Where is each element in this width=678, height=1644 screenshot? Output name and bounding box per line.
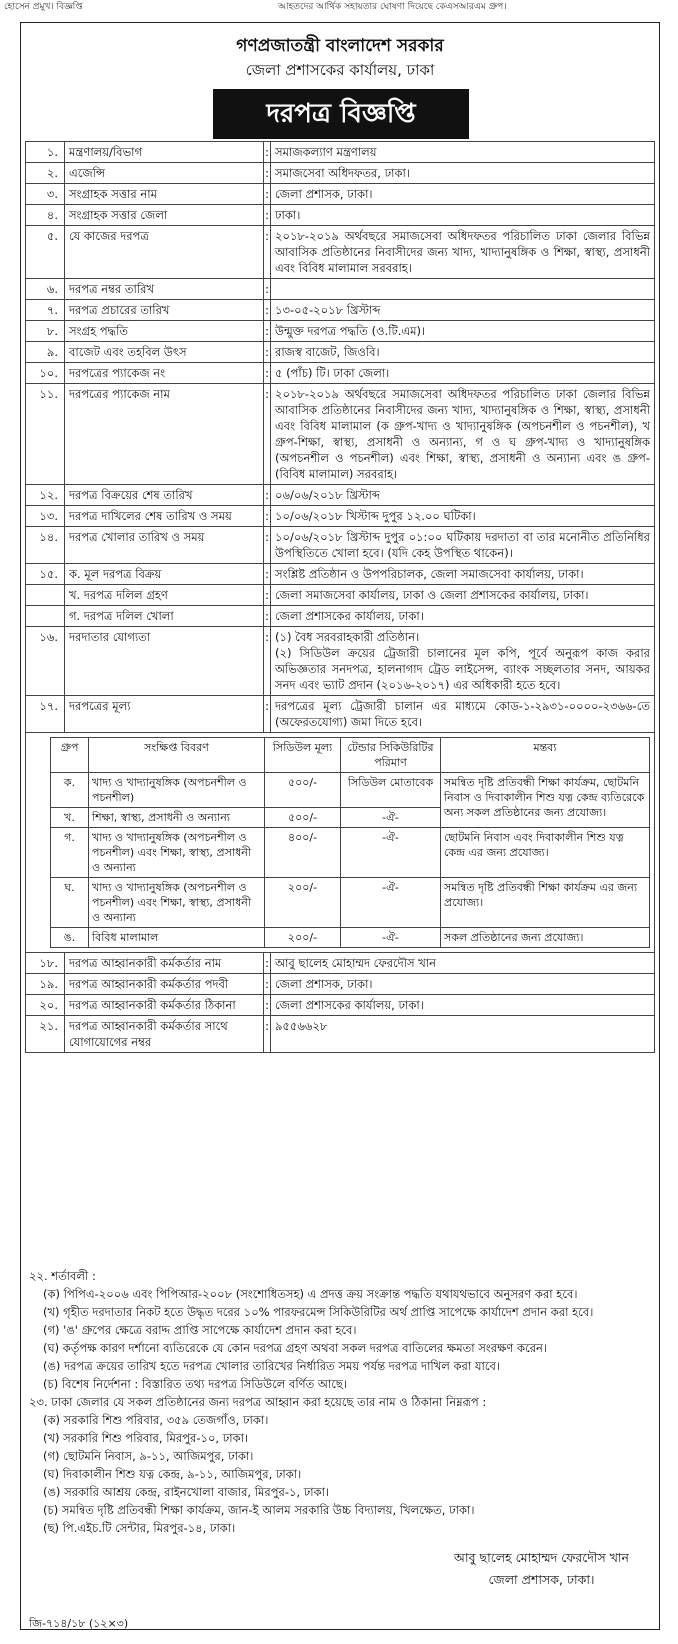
table-row	[26, 342, 655, 363]
cell-desc: শিক্ষা, স্বাস্থ্য, প্রসাধনী ও অন্যান্য	[89, 808, 265, 828]
row-label: সংগ্রাহক সত্তার নাম	[65, 184, 264, 205]
row-value-line: (২) সিডিউল ক্রয়ের ট্রেজারী চালানের মূল কপি, পূর্বে অনুরূপ কাজ করার অভিজ্ঞতার সনদপত্র, হালনাগাদ ট্রেড লাইসেন্স, ব্যাংক সচ্ছলতার সনদ, আয়কর সনদ এবং ভ্যাট প্রদান (২০১৬-২০১৭) এর অধিকারী হতে হবে।	[275, 646, 650, 692]
table-row	[51, 828, 650, 878]
row-number: ১৯.	[26, 974, 65, 995]
list-item: (ঙ) সরকারি আশ্রয় কেন্দ্র, রাইনখোলা বাজার, মিরপুর-১, ঢাকা।	[43, 1485, 330, 1499]
row-colon: :	[264, 585, 271, 606]
cell-remark: ছোটমনি নিবাস এবং দিবাকালীন শিশু যত্ন কেন্দ্র এর জন্য প্রযোজ্য।	[441, 828, 650, 878]
row-label: দরপত্র আহ্বানকারী কর্মকর্তার পদবী	[65, 974, 264, 995]
row-label: বাজেট এবং তহবিল উৎস	[65, 342, 264, 363]
signature-block	[454, 1547, 629, 1591]
row-colon: :	[264, 279, 271, 300]
row-number: ১০.	[26, 363, 65, 384]
row-colon: :	[264, 485, 271, 506]
row-label: দরপত্র প্রচারের তারিখ	[65, 300, 264, 321]
table-row	[26, 564, 655, 585]
table-row	[26, 142, 655, 163]
row-colon: :	[264, 384, 271, 485]
cell-desc: বিবিধ মালামাল	[89, 928, 265, 948]
table-row	[26, 606, 655, 627]
row-colon: :	[264, 1016, 271, 1053]
row-colon: :	[264, 300, 271, 321]
table-row	[26, 226, 655, 279]
cell-group: ঙ.	[51, 928, 89, 948]
table-row	[26, 205, 655, 226]
cell-security: সিডিউল মোতাবেক	[341, 773, 441, 808]
column-header: টেন্ডার সিকিউরিটির পরিমাণ	[341, 738, 441, 773]
table-row	[26, 585, 655, 606]
strip-left-text: হোসেন প্রমুখ। বিজ্ঞপ্তি	[4, 2, 83, 12]
row-number: ৫.	[26, 226, 65, 279]
row-label: যে কাজের দরপত্র	[65, 226, 264, 279]
row-label: দরপত্রের প্যাকেজ নাম	[65, 384, 264, 485]
row-label: দরপত্র আহ্বানকারী কর্মকর্তার নাম	[65, 953, 264, 974]
row-value: ০৬/০৬/২০১৮ খ্রিস্টাব্দ	[271, 485, 655, 506]
table-row	[26, 300, 655, 321]
cell-remark: সমন্বিত দৃষ্টি প্রতিবন্ধী শিক্ষা কার্যক্রম এর জন্য প্রযোজ্য।	[441, 878, 650, 928]
row-number: ৭.	[26, 300, 65, 321]
row-colon: :	[264, 606, 271, 627]
row-value: ১৩-০৫-২০১৮ খ্রিস্টাব্দ	[271, 300, 655, 321]
schedule-price-table	[50, 737, 650, 948]
table-row	[26, 974, 655, 995]
row-value: জেলা প্রশাসকের কার্যালয়, ঢাকা।	[271, 995, 655, 1016]
row-value: উন্মুক্ত দরপত্র পদ্ধতি (ও.টি.এম)।	[271, 321, 655, 342]
row-colon: :	[264, 205, 271, 226]
cell-security: -ঐ-	[341, 878, 441, 928]
row-label: দরপত্র খোলার তারিখ ও সময়	[65, 527, 264, 564]
row-value: সমাজসেবা অধিদফতর, ঢাকা।	[271, 163, 655, 184]
list-item: (খ) সরকারি শিশু পরিবার, মিরপুর-১০, ঢাকা।	[43, 1431, 249, 1445]
row-label: খ. দরপত্র দলিল গ্রহণ	[65, 585, 264, 606]
cell-price: ৪০০/-	[265, 828, 341, 878]
row-colon: :	[264, 226, 271, 279]
cell-desc: খাদ্য ও খাদ্যানুষঙ্গিক (অপচনশীল ও পচনশীল) এবং শিক্ষা, স্বাস্থ্য, প্রসাধনী ও অন্যান্য	[89, 878, 265, 928]
column-header: গ্রুপ	[51, 738, 89, 773]
row-number: ১১.	[26, 384, 65, 485]
row-colon: :	[264, 321, 271, 342]
row-value: দরপত্রের মূল্য ট্রেজারী চালান এর মাধ্যমে কোড-১-২৯৩১-০০০০-২৩৬৬-তে (অফেরতযোগ্য) জমা দিতে হবে।	[271, 696, 655, 733]
row-value: আবু ছালেহ মোহাম্মদ ফেরদৌস খান	[271, 953, 655, 974]
list-item: (ঘ) কর্তৃপক্ষ কারণ দর্শানো ব্যতিরেকে যে কোন দরপত্র গ্রহণ অথবা সকল দরপত্র বাতিলের ক্ষমতা সংরক্ষণ করেন।	[43, 1341, 547, 1355]
row-label: সংগ্রাহক সত্তার জেলা	[65, 205, 264, 226]
tender-details-table	[25, 141, 655, 1053]
table-row	[26, 363, 655, 384]
row-label: দরপত্র আহ্বানকারী কর্মকর্তার ঠিকানা	[65, 995, 264, 1016]
cell-price: ২০০/-	[265, 928, 341, 948]
row-value: ২০১৮-২০১৯ অর্থবছরে সমাজসেবা অধিদফতর পরিচালিত ঢাকা জেলার বিভিন্ন আবাসিক প্রতিষ্ঠানের নিবাসীদের জন্য খাদ্য, খাদ্যানুষঙ্গিক ও শিক্ষা, স্বাস্থ্য, প্রসাধনী এবং বিবিধ মালামাল (ক গ্রুপ-খাদ্য ও খাদ্যানুষঙ্গিক (অপচনশীল ও পচনশীল), খ গ্রুপ-শিক্ষা, স্বাস্থ্য, প্রসাধনী ও অন্যান্য, গ ও ঘ গ্রুপ-খাদ্য ও খাদ্যানুষঙ্গিক (অপচনশীল ও পচনশীল) এবং শিক্ষা, স্বাস্থ্য, প্রসাধনী ও অন্যান্য এবং ঙ গ্রুপ-(বিবিধ মালামাল) সরবরাহ।	[271, 384, 655, 485]
row-colon: :	[264, 163, 271, 184]
row-number: ৮.	[26, 321, 65, 342]
list-item: (চ) বিশেষ নির্দেশনা : বিস্তারিত তথ্য দরপত্র সিডিউলে বর্ণিত আছে।	[43, 1377, 347, 1391]
cell-desc: খাদ্য ও খাদ্যানুষঙ্গিক (অপচনশীল ও পচনশীল) এবং শিক্ষা, স্বাস্থ্য, প্রসাধনী ও অন্যান্য	[89, 828, 265, 878]
cell-price: ২০০/-	[265, 878, 341, 928]
row-colon: :	[264, 184, 271, 205]
cell-group: খ.	[51, 808, 89, 828]
row-colon: :	[264, 564, 271, 585]
list-item: (খ) গৃহীত দরদাতার নিকট হতে উদ্ধৃত দরের ১০% পারফরমেন্স সিকিউরিটির অর্থ প্রাপ্তি সাপেক্ষে কার্যাদেশ প্রদান করা হবে।	[43, 1305, 594, 1319]
row-number: ১৩.	[26, 506, 65, 527]
table-row	[51, 878, 650, 928]
signature-title: জেলা প্রশাসক, ঢাকা।	[488, 1572, 595, 1587]
list-item: (ছ) পি.এইচ.টি সেন্টার, মিরপুর-১৪, ঢাকা।	[43, 1521, 236, 1535]
signature-name: আবু ছালেহ মোহাম্মদ ফেরদৌস খান	[453, 1550, 629, 1565]
row-number	[26, 585, 65, 606]
row-number: ৪.	[26, 205, 65, 226]
table-row	[26, 1016, 655, 1053]
cell-remark: সকল প্রতিষ্ঠানের জন্য প্রযোজ্য।	[441, 928, 650, 948]
price-table-row	[26, 733, 655, 953]
table-row	[51, 928, 650, 948]
row-number: ১৮.	[26, 953, 65, 974]
table-row	[26, 527, 655, 564]
row-value: ৯৫৫৬৬২৮	[271, 1016, 655, 1053]
row-value: ১০/০৬/২০১৮ খিস্টাব্দ দুপুর ১২.০০ ঘটিকা।	[271, 506, 655, 527]
row-value: ৫ (পাঁচ) টি। ঢাকা জেলা।	[271, 363, 655, 384]
list-item: (ক) পিপিএ-২০০৬ এবং পিপিআর-২০০৮ (সংশোধিতসহ) এ প্রদত্ত ক্রয় সংক্রান্ত পদ্ধতি যথাযথভাবে অনুসরণ করা হবে।	[43, 1287, 578, 1301]
cell-desc: খাদ্য ও খাদ্যানুষঙ্গিক (অপচনশীল ও পচনশীল)	[89, 773, 265, 808]
cell-security: -ঐ-	[341, 808, 441, 828]
row-colon: :	[264, 953, 271, 974]
list-item: (গ) 'ঙ' গ্রুপের ক্ষেত্রে বরাদ্দ প্রাপ্তি সাপেক্ষে কার্যাদেশ প্রদান করা হবে।	[43, 1323, 357, 1337]
cell-group: ঘ.	[51, 878, 89, 928]
notice-banner: দরপত্র বিজ্ঞপ্তি	[213, 89, 469, 139]
row-label: গ. দরপত্র দলিল খোলা	[65, 606, 264, 627]
list-item: (ঙ) দরপত্র ক্রয়ের তারিখ হতে দরপত্র খোলার তারিখের নির্ধারিত সময় পর্যন্ত দরপত্র দাখিল করা যাবে।	[43, 1359, 500, 1373]
table-row	[26, 485, 655, 506]
row-label: দরপত্র নম্বর তারিখ	[65, 279, 264, 300]
strip-right-text: আহতদের আর্থিক সহায়তার ঘোষণা দিয়েছে কেএসআরএম গ্রুপ।	[278, 2, 507, 12]
row-label: দরপত্র বিক্রয়ের শেষ তারিখ	[65, 485, 264, 506]
table-row	[26, 321, 655, 342]
row-colon: :	[264, 995, 271, 1016]
tender-notice	[20, 22, 660, 1630]
row-label: ক. মূল দরপত্র বিক্রয়	[65, 564, 264, 585]
row-label: দরপত্র আহ্বানকারী কর্মকর্তার সাথে যোগাযোগের নম্বর	[65, 1016, 264, 1053]
column-header: সিডিউল মূল্য	[265, 738, 341, 773]
table-row	[26, 506, 655, 527]
row-colon: :	[264, 142, 271, 163]
row-number	[26, 606, 65, 627]
row-colon: :	[264, 696, 271, 733]
row-label: মন্ত্রণালয়/বিভাগ	[65, 142, 264, 163]
row-number: ৯.	[26, 342, 65, 363]
row-value: রাজস্ব বাজেট, জিওবি।	[271, 342, 655, 363]
column-header: মন্তব্য	[441, 738, 650, 773]
row-value: জেলা প্রশাসক, ঢাকা।	[271, 184, 655, 205]
row-number: ১৪.	[26, 527, 65, 564]
row-number: ১.	[26, 142, 65, 163]
cell-security: -ঐ-	[341, 928, 441, 948]
table-row	[26, 279, 655, 300]
table-row	[26, 696, 655, 733]
row-value: ১০/০৬/২০১৮ খ্রিস্টাব্দ দুপুর ০১:০০ ঘটিকায় দরদাতা বা তার মনোনীত প্রতিনিধির উপস্থিতিতে খোলা হবে। (যদি কেহ উপস্থিত থাকেন)।	[271, 527, 655, 564]
row-label: দরপত্রের মূল্য	[65, 696, 264, 733]
reference-number: জি-৭১৪/১৮ (১২×৩)	[29, 1617, 129, 1630]
cell-price: ৫০০/-	[265, 808, 341, 828]
row-number: ২০.	[26, 995, 65, 1016]
cell-remark: সমন্বিত দৃষ্টি প্রতিবন্ধী শিক্ষা কার্যক্রম, ছোটমনি নিবাস ও দিবাকালীন শিশু যত্ন কেন্দ্র ব্যতিরেকে অন্য সকল প্রতিষ্ঠানের জন্য প্রযোজ্য।	[441, 773, 650, 828]
row-colon: :	[264, 974, 271, 995]
row-colon: :	[264, 627, 271, 696]
list-item: (চ) সমন্বিত দৃষ্টি প্রতিবন্ধী শিক্ষা কার্যক্রম, জান-ই আলম সরকারি উচ্চ বিদ্যালয়, খিলক্ষেত, ঢাকা।	[43, 1503, 475, 1517]
row-value: সমাজকল্যাণ মন্ত্রণালয়	[271, 142, 655, 163]
row-colon: :	[264, 342, 271, 363]
table-row	[26, 184, 655, 205]
table-row	[51, 773, 650, 808]
row-number: ১২.	[26, 485, 65, 506]
cell-security: -ঐ-	[341, 828, 441, 878]
table-row	[26, 384, 655, 485]
row-value: জেলা প্রশাসক, ঢাকা।	[271, 974, 655, 995]
list-item: (গ) ছোটমনি নিবাস, ৯-১১, আজিমপুর, ঢাকা।	[43, 1449, 254, 1463]
table-row	[26, 627, 655, 696]
row-number: ১৫.	[26, 564, 65, 585]
row-number: ১৬.	[26, 627, 65, 696]
row-number: ১৭.	[26, 696, 65, 733]
row-value: জেলা প্রশাসকের কার্যালয়, ঢাকা।	[271, 606, 655, 627]
table-row	[26, 995, 655, 1016]
price-table-cell	[26, 733, 655, 953]
row-number: ৬.	[26, 279, 65, 300]
row-colon: :	[264, 363, 271, 384]
row-value: সংশ্লিষ্ট প্রতিষ্ঠান ও উপপরিচালক, জেলা সমাজসেবা কার্যালয়, ঢাকা।	[271, 564, 655, 585]
row-value	[271, 627, 655, 696]
table-row	[26, 163, 655, 184]
list-item: (ক) সরকারি শিশু পরিবার, ৩৫৯ তেজগাঁও, ঢাকা।	[43, 1413, 269, 1427]
row-label: এজেন্সি	[65, 163, 264, 184]
row-label: সংগ্রহ পদ্ধতি	[65, 321, 264, 342]
list-item: (ঘ) দিবাকালীন শিশু যত্ন কেন্দ্র, ৯-১১, আজিমপুর, ঢাকা।	[43, 1467, 302, 1481]
office-title: জেলা প্রশাসকের কার্যালয়, ঢাকা	[245, 61, 435, 79]
cell-group: ক.	[51, 773, 89, 808]
government-title: গণপ্রজাতন্ত্রী বাংলাদেশ সরকার	[236, 36, 444, 56]
row-number: ২১.	[26, 1016, 65, 1053]
top-news-strip	[0, 0, 678, 14]
institutions-title: ২৩. ঢাকা জেলার যে সকল প্রতিষ্ঠানের জন্য দরপত্র আহ্বান করা হয়েছে তার নাম ও ঠিকানা নিম্নরূপ :	[29, 1395, 487, 1409]
table-row	[26, 953, 655, 974]
row-colon: :	[264, 527, 271, 564]
row-colon: :	[264, 506, 271, 527]
row-value: জেলা সমাজসেবা কার্যালয়, ঢাকা ও জেলা প্রশাসকের কার্যালয়, ঢাকা।	[271, 585, 655, 606]
row-value-line: (১) বৈধ সরবরাহকারী প্রতিষ্ঠান।	[275, 630, 420, 644]
column-header: সংক্ষিপ্ত বিবরণ	[89, 738, 265, 773]
row-label: দরপত্র দাখিলের শেষ তারিখ ও সময়	[65, 506, 264, 527]
row-value	[271, 279, 655, 300]
row-label: দরদাতার যোগ্যতা	[65, 627, 264, 696]
row-value: ঢাকা।	[271, 205, 655, 226]
row-label: দরপত্রের প্যাকেজ নং	[65, 363, 264, 384]
conditions-title: ২২. শর্তাবলী :	[29, 1269, 96, 1283]
row-value: ২০১৮-২০১৯ অর্থবছরে সমাজসেবা অধিদফতর পরিচালিত ঢাকা জেলার বিভিন্ন আবাসিক প্রতিষ্ঠানের নিবাসীদের জন্য খাদ্য, খাদ্যানুষঙ্গিক ও শিক্ষা, স্বাস্থ্য, প্রসাধনী এবং বিবিধ মালামাল সরবরাহ।	[271, 226, 655, 279]
cell-price: ৫০০/-	[265, 773, 341, 808]
row-number: ২.	[26, 163, 65, 184]
row-number: ৩.	[26, 184, 65, 205]
conditions-section	[29, 1267, 655, 1537]
cell-group: গ.	[51, 828, 89, 878]
